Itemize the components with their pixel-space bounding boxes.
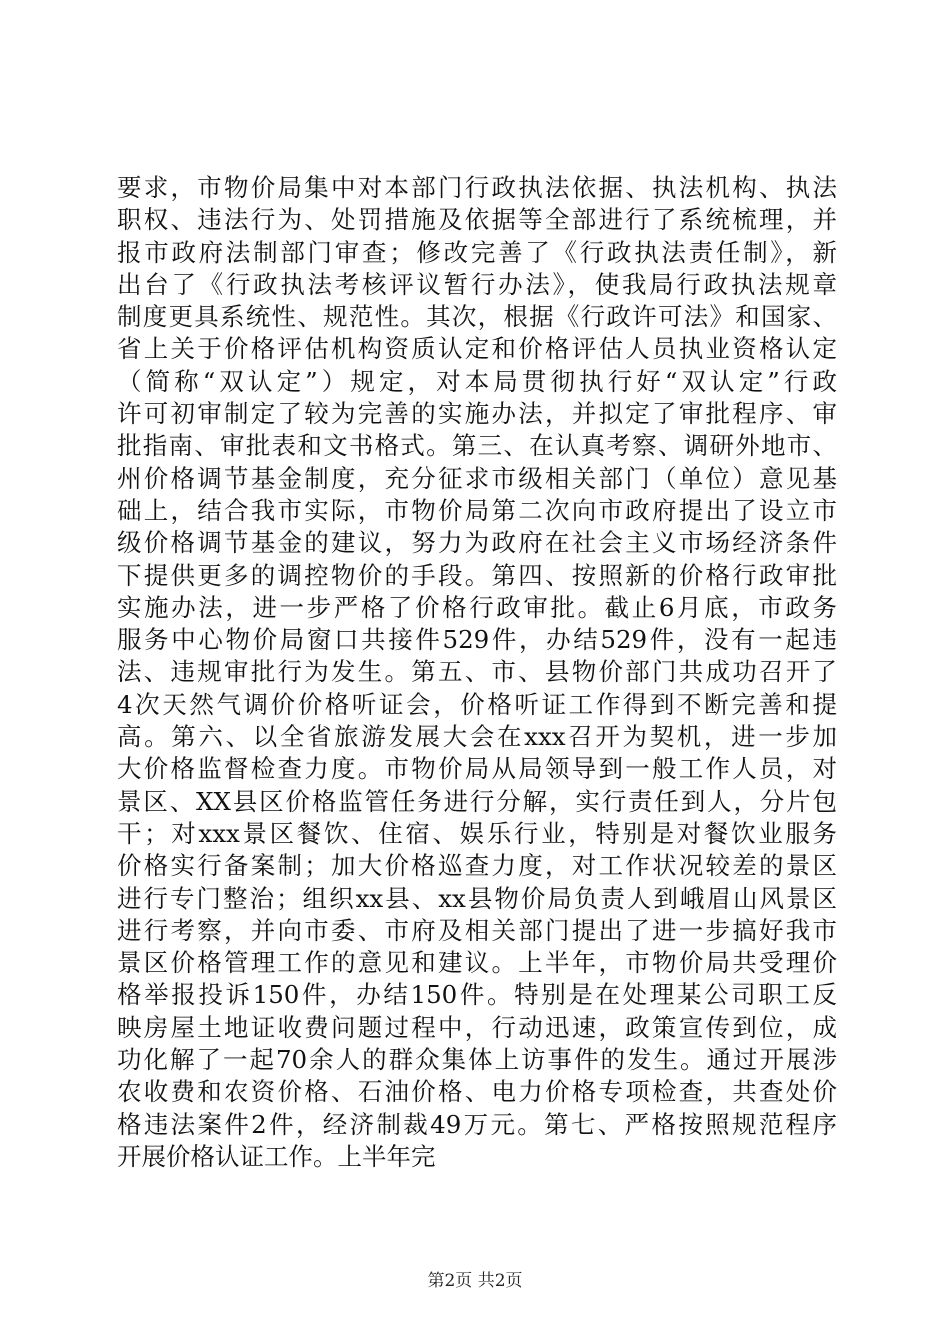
text-line: 格举报投诉150件，办结150件。特别是在处理某公司职工反 [117, 980, 837, 1010]
text-line: 格违法案件2件，经济制裁49万元。第七、严格按照规范程序 [117, 1109, 837, 1139]
text-line: 法、违规审批行为发生。第五、市、县物价部门共成功召开了 [117, 657, 837, 687]
text-line: 要求，市物价局集中对本部门行政执法依据、执法机构、执法 [117, 173, 837, 202]
text-line: 高。第六、以全省旅游发展大会在xxx召开为契机，进一步加 [117, 722, 837, 752]
text-line: 功化解了一起70余人的群众集体上访事件的发生。通过开展涉 [117, 1045, 837, 1075]
text-line: 景区价格管理工作的意见和建议。上半年，市物价局共受理价 [117, 948, 837, 978]
text-line: 础上，结合我市实际，市物价局第二次向市政府提出了设立市 [117, 495, 837, 525]
text-line: 价格实行备案制；加大价格巡查力度，对工作状况较差的景区 [117, 851, 837, 881]
body-text [117, 172, 837, 1173]
text-line: 景区、XX县区价格监管任务进行分解，实行责任到人，分片包 [117, 786, 837, 816]
text-line: 批指南、审批表和文书格式。第三、在认真考察、调研外地市、 [117, 431, 837, 461]
text-line: 级价格调节基金的建议，努力为政府在社会主义市场经济条件 [117, 528, 837, 558]
text-line: 职权、违法行为、处罚措施及依据等全部进行了系统梳理，并 [117, 205, 837, 235]
text-line: 进行专门整治；组织xx县、xx县物价局负责人到峨眉山风景区 [117, 883, 837, 913]
page-number-footer: 第2页 共2页 [427, 1271, 523, 1291]
text-line: 开展价格认证工作。上半年完 [117, 1141, 436, 1171]
text-line: 制度更具系统性、规范性。其次，根据《行政许可法》和国家、 [117, 302, 837, 332]
text-line: 省上关于价格评估机构资质认定和价格评估人员执业资格认定 [117, 334, 837, 364]
text-line: 出台了《行政执法考核评议暂行办法》，使我局行政执法规章 [117, 269, 837, 299]
text-line: 州价格调节基金制度，充分征求市级相关部门（单位）意见基 [117, 463, 837, 493]
text-line: 许可初审制定了较为完善的实施办法，并拟定了审批程序、审 [117, 399, 837, 429]
text-line: 报市政府法制部门审查；修改完善了《行政执法责任制》，新 [117, 237, 837, 267]
text-line: （简称“双认定”）规定，对本局贯彻执行好“双认定”行政 [117, 366, 837, 396]
text-line: 服务中心物价局窗口共接件529件，办结529件，没有一起违 [117, 625, 837, 655]
text-line: 大价格监督检查力度。市物价局从局领导到一般工作人员，对 [117, 754, 837, 784]
text-line: 4次天然气调价价格听证会，价格听证工作得到不断完善和提 [117, 689, 837, 719]
text-line: 下提供更多的调控物价的手段。第四、按照新的价格行政审批 [117, 560, 837, 590]
text-line: 实施办法，进一步严格了价格行政审批。截止6月底，市政务 [117, 592, 837, 622]
text-line: 映房屋土地证收费问题过程中，行动迅速，政策宣传到位，成 [117, 1012, 837, 1042]
text-line: 农收费和农资价格、石油价格、电力价格专项检查，共查处价 [117, 1077, 837, 1107]
text-line: 进行考察，并向市委、市府及相关部门提出了进一步搞好我市 [117, 915, 837, 945]
text-line: 干；对xxx景区餐饮、住宿、娱乐行业，特别是对餐饮业服务 [117, 818, 837, 848]
